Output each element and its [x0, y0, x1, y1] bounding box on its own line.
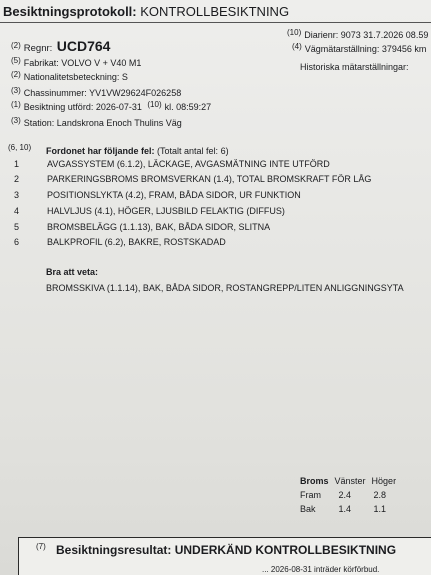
brake-table: [300, 476, 402, 518]
chassis-line: (3) Chassinummer: YV1VW29624F026258: [11, 86, 182, 98]
regnr-line: (2) Regnr: UCD764: [11, 38, 111, 54]
title-bold: Besiktningsprotokoll:: [3, 4, 137, 19]
fabrikat-line: (5) Fabrikat: VOLVO V + V40 M1: [11, 56, 142, 68]
result-line: Besiktningsresultat: UNDERKÄND KONTROLLBESIKTNING: [56, 543, 397, 557]
page-title: [3, 4, 289, 19]
header-divider: [0, 22, 431, 23]
protocol-page: Besiktningsprotokoll: KONTROLLBESIKTNING (10) Diarienr: 9073 31.7.2026 08.59 (4) Vägmätarställning: 379456 km Historiska mätarställningar: (2) Regnr: UCD764 (5) Fabrikat: VOLVO V + V40 M1 (2) Nationalitetsbeteckning: S (3) Chassinummer: YV1VW29624F026258 (1) Besiktning utförd: 2026-07-31 (10) kl. 08:59:27 (3) Station: Landskrona Enoch Thulins Väg (6, 10) Fordonet har följande fel: (Totalt antal fel: 6) 1 AVGASSYSTEM (6.1.2), LÄCKAGE, AVGASMÄTNING INTE UTFÖRD 2 PARKERINGSBROMS BROMSVERKAN (1.4), TOTAL BROMSKRAFT FÖR LÅG 3 POSITIONSLYKTA (4.2), FRAM, BÅDA SIDOR, UR FUNKTION 4 HALVLJUS (4.1), HÖGER, LJUSBILD FELAKTIG (DIFFUS) 5 BROMSBELÄGG (1.1.13), BAK, BÅDA SIDOR, SLITNA 6 BALKPROFIL (6.2), BAKRE, ROSTSKADAD Bra att veta: BROMSSKIVA (1.1.14), BAK, BÅDA SIDOR, ROSTANGREPP/LITEN ANLIGGNINGSYTA Broms Vänster Höger Fram 2.4 2.8 Bak 1.4 1.1 (7) Besiktningsresultat: UNDERKÄND KONTROLLBESIKTNING ... 2026-08-31 inträder körförbud.: [0, 0, 431, 575]
good-to-know-text: BROMSSKIVA (1.1.14), BAK, BÅDA SIDOR, ROSTANGREPP/LITEN ANLIGGNINGSYTA: [46, 283, 404, 293]
diary-number: (10) Diarienr: 9073 31.7.2026 08.59: [287, 28, 429, 40]
brake-table-row: Fram 2.4 2.8: [300, 490, 387, 500]
odometer-reading: (4) Vägmätarställning: 379456 km: [292, 42, 427, 54]
defects-ref: (6, 10): [8, 143, 32, 152]
nationality-line: (2) Nationalitetsbeteckning: S: [11, 70, 128, 82]
inspection-date-line: (1) Besiktning utförd: 2026-07-31 (10) kl. 08:59:27: [11, 100, 212, 112]
regnr-value: UCD764: [56, 38, 111, 54]
historic-odometer-label: Historiska mätarställningar:: [300, 62, 409, 72]
good-to-know-heading: Bra att veta:: [46, 267, 99, 277]
station-line: (3) Station: Landskrona Enoch Thulins Väg: [11, 116, 182, 128]
result-value: UNDERKÄND KONTROLLBESIKTNING: [174, 543, 397, 557]
brake-table-header: Broms Vänster Höger: [300, 476, 397, 486]
result-ref: (7): [36, 542, 46, 551]
title-rest: KONTROLLBESIKTNING: [140, 4, 290, 19]
brake-table-row: Bak 1.4 1.1: [300, 504, 387, 514]
result-note: ... 2026-08-31 inträder körförbud.: [262, 565, 380, 574]
defects-heading: Fordonet har följande fel: (Totalt antal fel: 6): [46, 146, 229, 156]
